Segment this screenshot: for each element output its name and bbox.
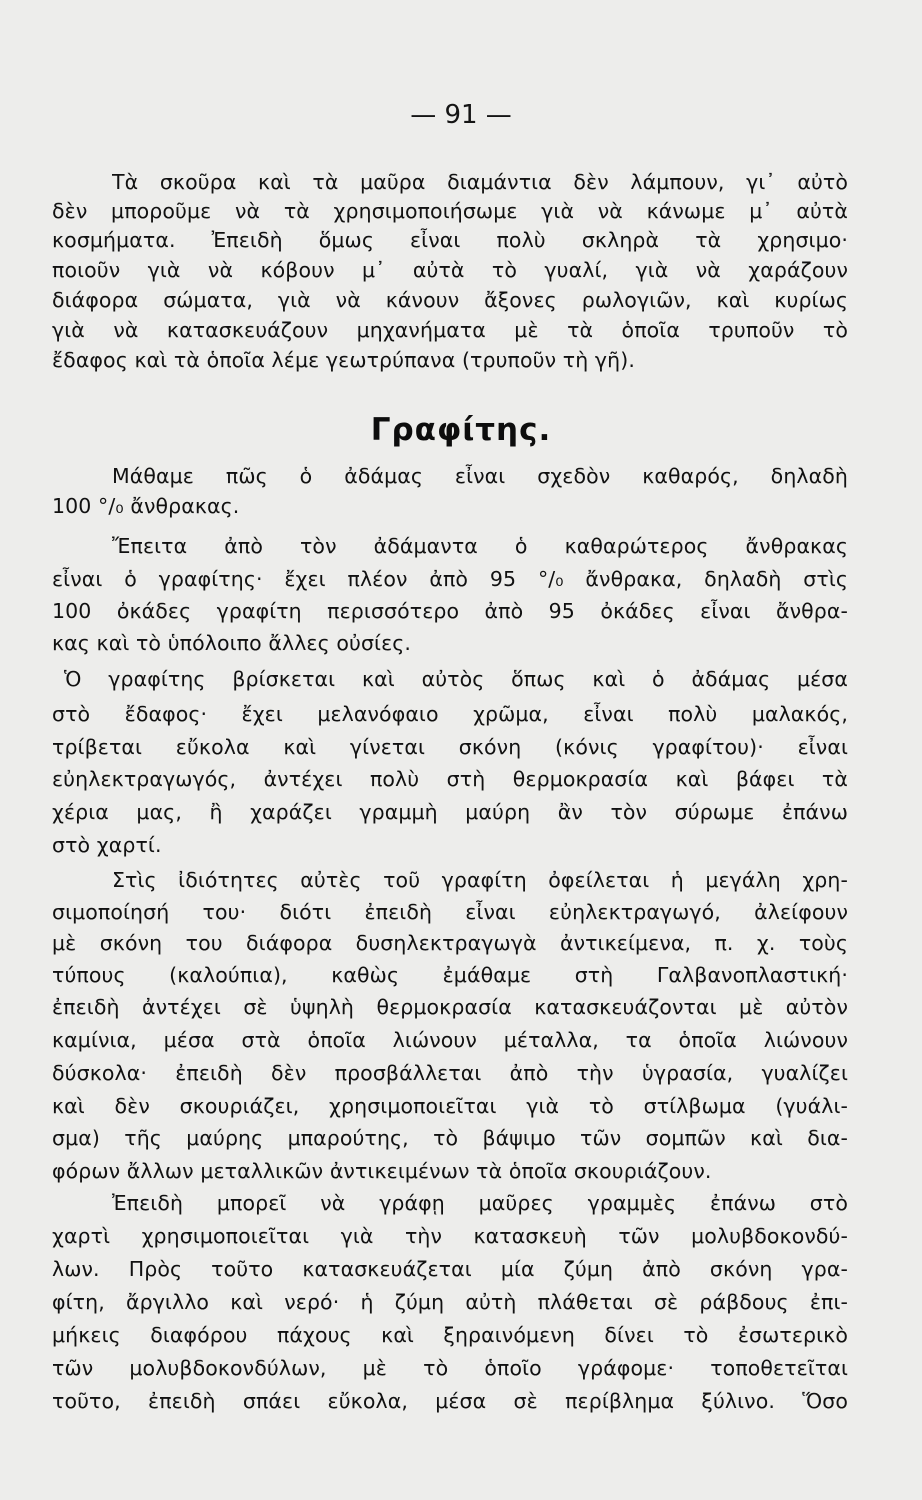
text-line: στὸ ἔδαφος· ἔχει μελανόφαιο χρῶμα, εἶναι πολὺ μαλακός, [52, 702, 848, 726]
text-line: καὶ δὲν σκουριάζει, χρησιμοποιεῖται γιὰ τὸ στίλβωμα (γυάλι- [52, 1094, 848, 1118]
section-heading: Γραφίτης. [370, 412, 552, 448]
text-line: φόρων ἄλλων μεταλλικῶν ἀντικειμένων τὰ ὁποῖα σκουριάζουν. [52, 1159, 712, 1183]
text-line: ποιοῦν γιὰ νὰ κόβουν μ᾽ αὐτὰ τὸ γυαλί, γιὰ νὰ χαράζουν [52, 258, 848, 282]
text-line: τοῦτο, ἐπειδὴ σπάει εὔκολα, μέσα σὲ περίβλημα ξύλινο. Ὅσο [52, 1389, 848, 1413]
text-line: γιὰ νὰ κατασκευάζουν μηχανήματα μὲ τὰ ὁποῖα τρυποῦν τὸ [52, 318, 848, 342]
text-line: λων. Πρὸς τοῦτο κατασκευάζεται μία ζύμη ἀπὸ σκόνη γρα- [52, 1257, 848, 1281]
text-line: σιμοποίησή του· διότι ἐπειδὴ εἶναι εὐηλεκτραγωγό, ἀλείφουν [52, 900, 848, 924]
text-line: 100 °/₀ ἄνθρακας. [52, 494, 240, 518]
text-line: σμα) τῆς μαύρης μπαρούτης, τὸ βάψιμο τῶν σομπῶν καὶ δια- [52, 1126, 848, 1150]
text-line: χέρια μας, ἢ χαράζει γραμμὴ μαύρη ἂν τὸν σύρωμε ἐπάνω [52, 800, 848, 824]
text-line: ἔδαφος καὶ τὰ ὁποῖα λέμε γεωτρύπανα (τρυποῦν τὴ γῆ). [52, 348, 635, 372]
text-line: τῶν μολυβδοκονδύλων, μὲ τὸ ὁποῖο γράφομε· τοποθετεῖται [52, 1356, 848, 1380]
text-line: εὐηλεκτραγωγός, ἀντέχει πολὺ στὴ θερμοκρασία καὶ βάφει τὰ [52, 767, 848, 791]
text-line: Ἔπειτα ἀπὸ τὸν ἀδάμαντα ὁ καθαρώτερος ἄνθρακας [112, 534, 848, 558]
text-line: ἐπειδὴ ἀντέχει σὲ ὑψηλὴ θερμοκρασία κατασκευάζονται μὲ αὐτὸν [52, 995, 848, 1019]
text-line: κας καὶ τὸ ὑπόλοιπο ἄλλες οὐσίες. [52, 631, 412, 655]
text-line: 100 ὀκάδες γραφίτη περισσότερο ἀπὸ 95 ὀκάδες εἶναι ἄνθρα- [52, 599, 848, 623]
text-line: κοσμήματα. Ἐπειδὴ ὅμως εἶναι πολὺ σκληρὰ τὰ χρησιμο· [52, 228, 848, 252]
text-line: Μάθαμε πῶς ὁ ἀδάμας εἶναι σχεδὸν καθαρός, δηλαδὴ [112, 464, 848, 488]
text-line: καμίνια, μέσα στὰ ὁποῖα λιώνουν μέταλλα, τα ὁποῖα λιώνουν [52, 1028, 848, 1052]
page-number: — 91 — [410, 100, 512, 130]
text-line: τρίβεται εὔκολα καὶ γίνεται σκόνη (κόνις γραφίτου)· εἶναι [52, 735, 848, 759]
text-line: χαρτὶ χρησιμοποιεῖται γιὰ τὴν κατασκευὴ τῶν μολυβδοκονδύ- [52, 1224, 848, 1248]
text-line: μὲ σκόνη του διάφορα δυσηλεκτραγωγὰ ἀντικείμενα, π. χ. τοὺς [52, 931, 848, 955]
text-line: Ὁ γραφίτης βρίσκεται καὶ αὐτὸς ὅπως καὶ ὁ ἀδάμας μέσα [64, 667, 848, 691]
text-line: δὲν μποροῦμε νὰ τὰ χρησιμοποιήσωμε γιὰ νὰ κάνωμε μ᾽ αὐτὰ [52, 199, 848, 223]
text-line: εἶναι ὁ γραφίτης· ἔχει πλέον ἀπὸ 95 °/₀ ἄνθρακα, δηλαδὴ στὶς [52, 567, 848, 591]
text-line: τύπους (καλούπια), καθὼς ἐμάθαμε στὴ Γαλβανοπλαστική· [52, 963, 848, 987]
text-line: Στὶς ἰδιότητες αὐτὲς τοῦ γραφίτη ὀφείλεται ἡ μεγάλη χρη- [112, 868, 848, 892]
text-line: Ἐπειδὴ μπορεῖ νὰ γράφῃ μαῦρες γραμμὲς ἐπάνω στὸ [112, 1191, 848, 1215]
text-line: φίτη, ἄργιλλο καὶ νερό· ἡ ζύμη αὐτὴ πλάθεται σὲ ράβδους ἐπι- [52, 1290, 848, 1314]
text-line: Τὰ σκοῦρα καὶ τὰ μαῦρα διαμάντια δὲν λάμπουν, γι᾽ αὐτὸ [112, 170, 848, 194]
text-line: στὸ χαρτί. [52, 833, 162, 857]
text-line: μήκεις διαφόρου πάχους καὶ ξηραινόμενη δίνει τὸ ἐσωτερικὸ [52, 1323, 848, 1347]
text-line: διάφορα σώματα, γιὰ νὰ κάνουν ἄξονες ρωλογιῶν, καὶ κυρίως [52, 288, 848, 312]
text-line: δύσκολα· ἐπειδὴ δὲν προσβάλλεται ἀπὸ τὴν ὑγρασία, γυαλίζει [52, 1061, 848, 1085]
